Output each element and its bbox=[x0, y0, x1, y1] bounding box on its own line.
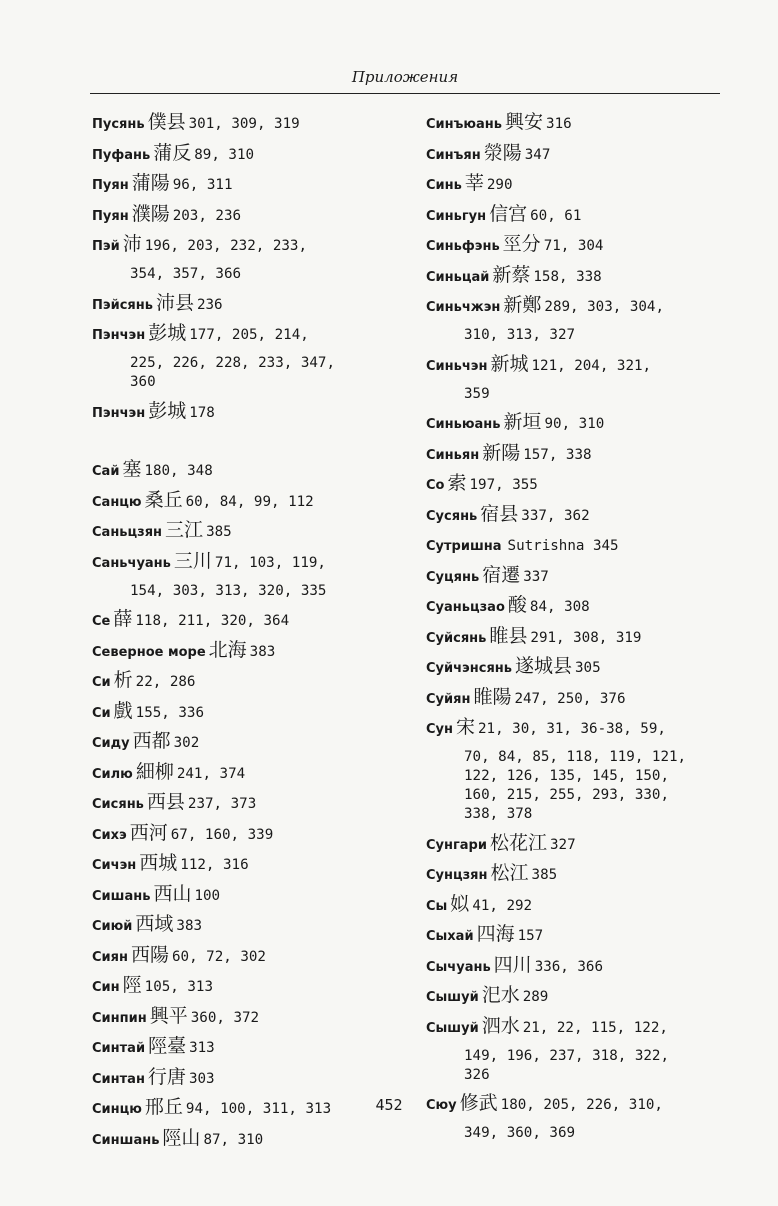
entry-pages-continued: 360 bbox=[130, 374, 156, 390]
index-entry bbox=[92, 669, 392, 691]
entry-characters: 彭城 bbox=[148, 322, 187, 344]
entry-pages: 112, 316 bbox=[180, 857, 249, 873]
entry-characters: 陘 bbox=[122, 974, 142, 996]
entry-characters: 新陽 bbox=[482, 441, 521, 464]
index-entry bbox=[92, 233, 392, 283]
index-entry bbox=[426, 1014, 726, 1084]
index-entry bbox=[426, 263, 726, 286]
index-entry bbox=[426, 202, 726, 225]
entry-pages: 196, 203, 232, 233, bbox=[144, 238, 308, 254]
entry-pages: 87, 310 bbox=[203, 1131, 264, 1148]
entry-term: Пэй bbox=[92, 239, 120, 254]
entry-characters: 酸 bbox=[507, 594, 527, 616]
entry-characters: 蒲陽 bbox=[131, 172, 170, 194]
entry-characters: 桑丘 bbox=[144, 488, 183, 511]
entry-term: Пэнчэн bbox=[92, 405, 146, 421]
index-entry bbox=[92, 821, 392, 844]
entry-pages: 360, 372 bbox=[190, 1009, 260, 1026]
entry-pages: 336, 366 bbox=[534, 958, 604, 975]
entry-term: Суцянь bbox=[426, 569, 480, 585]
index-entry bbox=[92, 322, 392, 391]
entry-term: Сюу bbox=[426, 1098, 457, 1113]
entry-characters: 沛县 bbox=[155, 291, 194, 314]
entry-term: Саньчуань bbox=[92, 555, 171, 571]
entry-term: Сиюй bbox=[92, 919, 133, 934]
entry-characters: 三江 bbox=[165, 519, 204, 541]
entry-term: Суйян bbox=[426, 691, 471, 707]
entry-pages: 178 bbox=[189, 404, 215, 421]
entry-pages: 291, 308, 319 bbox=[530, 629, 642, 646]
index-entry bbox=[92, 791, 392, 813]
entry-characters: 新鄭 bbox=[503, 294, 542, 316]
index-entry bbox=[426, 294, 726, 344]
entry-pages: 118, 211, 320, 364 bbox=[135, 613, 290, 629]
index-entry bbox=[426, 141, 726, 164]
entry-pages: 303 bbox=[188, 1070, 215, 1087]
entry-characters: 西城 bbox=[139, 852, 178, 874]
entry-pages: 316 bbox=[546, 116, 572, 132]
entry-characters: 宿遷 bbox=[482, 563, 521, 586]
entry-pages: 89, 310 bbox=[194, 146, 255, 163]
entry-characters: 薛 bbox=[113, 608, 133, 630]
entry-characters: 北海 bbox=[208, 638, 247, 661]
entry-pages-continued: 310, 313, 327 bbox=[464, 327, 576, 343]
entry-pages: 157 bbox=[517, 928, 544, 944]
entry-characters: 宿县 bbox=[480, 502, 519, 525]
entry-term: Сычуань bbox=[426, 959, 491, 975]
entry-term: Сутришна bbox=[426, 539, 502, 554]
index-entry bbox=[426, 594, 726, 616]
entry-pages: 71, 103, 119, bbox=[214, 554, 326, 571]
entry-pages: 305 bbox=[575, 660, 601, 676]
entry-characters: 索 bbox=[447, 472, 467, 494]
entry-characters: 濮陽 bbox=[131, 202, 170, 225]
right-column bbox=[426, 111, 726, 1154]
entry-characters: 姒 bbox=[450, 892, 470, 915]
index-entry bbox=[426, 411, 726, 433]
entry-term: Пуян bbox=[92, 208, 129, 224]
entry-term: Силю bbox=[92, 766, 133, 782]
index-entry bbox=[426, 352, 726, 403]
index-entry bbox=[92, 638, 392, 661]
entry-pages: 21, 30, 31, 36-38, 59, bbox=[478, 721, 666, 737]
entry-pages-continued: 359 bbox=[464, 385, 490, 402]
entry-term: Синьян bbox=[426, 447, 480, 463]
entry-pages: 84, 308 bbox=[529, 599, 590, 615]
entry-pages: 241, 374 bbox=[176, 765, 246, 782]
entry-term: Сиян bbox=[92, 949, 128, 965]
entry-pages: 301, 309, 319 bbox=[188, 116, 300, 132]
index-entry bbox=[426, 655, 726, 677]
entry-pages-continued: 349, 360, 369 bbox=[464, 1125, 576, 1141]
index-entry bbox=[92, 1126, 392, 1149]
index-entry bbox=[92, 974, 392, 996]
entry-pages-continued: 122, 126, 135, 145, 150, bbox=[464, 768, 669, 784]
entry-term: Синь bbox=[426, 178, 462, 193]
entry-term: Сышуй bbox=[426, 990, 479, 1005]
entry-characters: 沛 bbox=[122, 233, 142, 255]
entry-pages: 236 bbox=[196, 296, 223, 313]
entry-term: Пуян bbox=[92, 178, 129, 193]
entry-term: Синпин bbox=[92, 1010, 147, 1026]
entry-characters: 信宫 bbox=[489, 202, 528, 225]
entry-pages: 21, 22, 115, 122, bbox=[522, 1019, 668, 1036]
entry-pages: 313 bbox=[189, 1040, 215, 1056]
entry-pages: 94, 100, 311, 313 bbox=[185, 1101, 332, 1117]
index-entry bbox=[426, 441, 726, 464]
entry-term: Сунцзян bbox=[426, 868, 488, 883]
entry-pages: 203, 236 bbox=[172, 207, 242, 224]
entry-term: Синьгун bbox=[426, 208, 487, 224]
index-entry bbox=[426, 685, 726, 708]
entry-pages: 177, 205, 214, bbox=[189, 327, 309, 343]
entry-characters: 汜水 bbox=[481, 984, 520, 1006]
entry-pages: 67, 160, 339 bbox=[170, 826, 274, 843]
entry-pages: 71, 304 bbox=[543, 238, 604, 254]
entry-term: Синьцай bbox=[426, 269, 490, 285]
index-entry bbox=[92, 488, 392, 511]
entry-pages: 347 bbox=[524, 146, 551, 163]
entry-characters: 邢丘 bbox=[144, 1096, 183, 1118]
left-column bbox=[92, 111, 392, 1160]
page-number: 452 bbox=[375, 1096, 403, 1114]
index-entry bbox=[92, 730, 392, 752]
entry-pages-continued: 225, 226, 228, 233, 347, bbox=[130, 355, 335, 371]
entry-term: Сышуй bbox=[426, 1020, 479, 1036]
entry-term: Си bbox=[92, 705, 111, 721]
entry-pages: 237, 373 bbox=[187, 796, 257, 812]
entry-pages: 337, 362 bbox=[521, 507, 590, 524]
entry-pages: 121, 204, 321, bbox=[531, 357, 652, 374]
entry-term: Сичэн bbox=[92, 858, 137, 873]
entry-pages: 180, 348 bbox=[144, 463, 213, 479]
index-entry bbox=[92, 760, 392, 783]
entry-pages: 385 bbox=[206, 524, 232, 540]
entry-pages: 383 bbox=[176, 918, 203, 934]
entry-term: Со bbox=[426, 478, 445, 493]
entry-term: Синьфэнь bbox=[426, 239, 500, 254]
section-gap bbox=[92, 433, 392, 461]
entry-term: Синъюань bbox=[426, 117, 503, 132]
index-entry bbox=[426, 111, 726, 133]
entry-pages-continued: 154, 303, 313, 320, 335 bbox=[130, 582, 327, 599]
entry-pages: 289, 303, 304, bbox=[544, 299, 665, 315]
entry-characters: 陘臺 bbox=[148, 1035, 187, 1057]
entry-term: Сисянь bbox=[92, 797, 144, 812]
entry-term: Пусянь bbox=[92, 117, 145, 132]
entry-characters: 西都 bbox=[132, 730, 171, 752]
index-entry bbox=[92, 141, 392, 164]
entry-characters: 三川 bbox=[173, 549, 212, 572]
running-header: Приложения bbox=[351, 68, 459, 86]
index-entry bbox=[92, 699, 392, 722]
entry-pages: 60, 72, 302 bbox=[172, 948, 266, 965]
entry-pages: 60, 61 bbox=[530, 207, 582, 224]
entry-term: Синтан bbox=[92, 1071, 145, 1087]
entry-pages: 197, 355 bbox=[469, 477, 538, 493]
index-entry bbox=[426, 472, 726, 494]
entry-term: Синшань bbox=[92, 1132, 160, 1148]
entry-pages-continued: 326 bbox=[464, 1066, 490, 1083]
entry-pages: 100 bbox=[194, 887, 221, 904]
index-entry bbox=[92, 172, 392, 194]
entry-characters: 修武 bbox=[459, 1092, 498, 1114]
index-entry bbox=[92, 1065, 392, 1088]
entry-term: Сыхай bbox=[426, 929, 474, 944]
index-entry bbox=[92, 852, 392, 874]
index-entry bbox=[92, 943, 392, 966]
entry-term: Сиду bbox=[92, 736, 130, 751]
entry-term: Сай bbox=[92, 464, 120, 479]
entry-term: Си bbox=[92, 675, 111, 690]
index-entry bbox=[92, 549, 392, 600]
entry-term: Северное море bbox=[92, 644, 206, 660]
entry-term: Пэнчэн bbox=[92, 328, 146, 343]
entry-characters: 四川 bbox=[493, 953, 532, 976]
index-entry bbox=[426, 716, 726, 823]
index-entry bbox=[92, 1004, 392, 1027]
entry-term: Синьюань bbox=[426, 417, 501, 432]
entry-characters: 泗水 bbox=[481, 1014, 520, 1037]
index-entry bbox=[426, 892, 726, 915]
index-entry bbox=[426, 984, 726, 1006]
entry-characters: 西陽 bbox=[130, 943, 169, 966]
entry-pages: 96, 311 bbox=[172, 177, 233, 193]
entry-characters: 西域 bbox=[135, 913, 174, 935]
index-entry bbox=[92, 291, 392, 314]
entry-pages: 289 bbox=[522, 989, 549, 1005]
entry-characters: 僕县 bbox=[147, 111, 186, 133]
index-entry bbox=[92, 399, 392, 422]
index-entry bbox=[426, 233, 726, 255]
index-entry bbox=[92, 882, 392, 905]
index-entry bbox=[426, 624, 726, 647]
header-rule bbox=[90, 93, 720, 94]
entry-term: Сусянь bbox=[426, 508, 478, 524]
index-entry bbox=[92, 111, 392, 133]
entry-term: Суаньцзао bbox=[426, 600, 505, 615]
entry-pages-continued: 354, 357, 366 bbox=[130, 266, 242, 282]
entry-term: Суйчэнсянь bbox=[426, 661, 512, 676]
entry-characters: 松江 bbox=[490, 862, 529, 884]
entry-term: Сы bbox=[426, 898, 448, 914]
entry-characters: 睢县 bbox=[489, 624, 528, 647]
entry-term: Син bbox=[92, 980, 120, 995]
index-entry bbox=[92, 608, 392, 630]
index-entry bbox=[426, 831, 726, 854]
entry-pages-continued: 160, 215, 255, 293, 330, bbox=[464, 787, 669, 803]
index-entry bbox=[92, 1035, 392, 1057]
entry-pages: 105, 313 bbox=[144, 979, 213, 995]
entry-term: Синьчэн bbox=[426, 358, 488, 374]
entry-characters: 細柳 bbox=[135, 760, 174, 783]
entry-pages: 327 bbox=[550, 836, 576, 853]
index-entry bbox=[92, 458, 392, 480]
entry-term: Сишань bbox=[92, 888, 151, 904]
index-entry bbox=[92, 202, 392, 225]
index-entry bbox=[426, 536, 726, 555]
index-entry bbox=[426, 172, 726, 194]
entry-characters: 新垣 bbox=[503, 411, 542, 433]
entry-pages: 60, 84, 99, 112 bbox=[185, 493, 314, 510]
index-entry bbox=[426, 923, 726, 945]
entry-characters: 蒲反 bbox=[153, 141, 192, 164]
entry-characters: 塞 bbox=[122, 458, 142, 480]
index-entry bbox=[426, 953, 726, 976]
entry-term: Синьчжэн bbox=[426, 300, 501, 315]
entry-characters: 興平 bbox=[149, 1004, 188, 1027]
entry-pages: 180, 205, 226, 310, bbox=[500, 1097, 663, 1113]
entry-characters: 析 bbox=[113, 669, 133, 691]
entry-term: Пэйсянь bbox=[92, 297, 153, 313]
entry-term: Синцю bbox=[92, 1102, 142, 1117]
entry-characters: 陘山 bbox=[162, 1126, 201, 1149]
entry-characters: 新蔡 bbox=[492, 263, 531, 286]
entry-term: Сихэ bbox=[92, 827, 127, 843]
index-entry bbox=[426, 502, 726, 525]
entry-characters: 新城 bbox=[490, 352, 529, 375]
entry-term: Сунгари bbox=[426, 837, 487, 853]
entry-pages: 158, 338 bbox=[533, 268, 602, 285]
entry-characters: 巠分 bbox=[502, 233, 541, 255]
entry-characters: 戲 bbox=[113, 699, 133, 722]
entry-characters: 睢陽 bbox=[473, 685, 512, 708]
entry-characters: 遂城县 bbox=[515, 655, 573, 677]
entry-characters: 西山 bbox=[153, 882, 192, 905]
entry-term: Синъян bbox=[426, 147, 481, 163]
index-entry bbox=[92, 519, 392, 541]
entry-characters: 松花江 bbox=[489, 831, 547, 854]
entry-pages-continued: 338, 378 bbox=[464, 806, 533, 822]
index-entry bbox=[92, 913, 392, 935]
entry-pages: 247, 250, 376 bbox=[514, 690, 626, 707]
entry-term: Саньцзян bbox=[92, 525, 163, 540]
entry-pages: Sutrishna 345 bbox=[507, 538, 619, 554]
entry-characters: 西县 bbox=[146, 791, 185, 813]
index-entry bbox=[426, 862, 726, 884]
index-entry bbox=[426, 563, 726, 586]
entry-characters: 行唐 bbox=[147, 1065, 186, 1088]
entry-pages: 302 bbox=[173, 735, 200, 751]
entry-characters: 彭城 bbox=[148, 399, 187, 422]
entry-characters: 宋 bbox=[456, 716, 476, 738]
entry-pages: 41, 292 bbox=[472, 897, 533, 914]
entry-pages: 383 bbox=[249, 643, 276, 660]
entry-term: Санцю bbox=[92, 494, 142, 510]
entry-pages: 155, 336 bbox=[135, 704, 205, 721]
entry-characters: 滎陽 bbox=[483, 141, 522, 164]
entry-pages-continued: 70, 84, 85, 118, 119, 121, bbox=[464, 749, 687, 765]
entry-characters: 西河 bbox=[129, 821, 168, 844]
entry-characters: 莘 bbox=[464, 172, 484, 194]
entry-characters: 興安 bbox=[505, 111, 544, 133]
entry-pages-continued: 149, 196, 237, 318, 322, bbox=[464, 1047, 669, 1064]
entry-term: Синтай bbox=[92, 1041, 146, 1056]
entry-term: Пуфань bbox=[92, 147, 151, 163]
entry-pages: 157, 338 bbox=[523, 446, 592, 463]
entry-term: Се bbox=[92, 614, 111, 629]
entry-pages: 290 bbox=[486, 177, 513, 193]
entry-pages: 90, 310 bbox=[544, 416, 605, 432]
entry-term: Суйсянь bbox=[426, 630, 487, 646]
entry-pages: 22, 286 bbox=[135, 674, 196, 690]
entry-pages: 385 bbox=[531, 867, 558, 883]
entry-pages: 337 bbox=[523, 568, 549, 585]
entry-term: Сун bbox=[426, 722, 453, 737]
entry-characters: 四海 bbox=[476, 923, 515, 945]
